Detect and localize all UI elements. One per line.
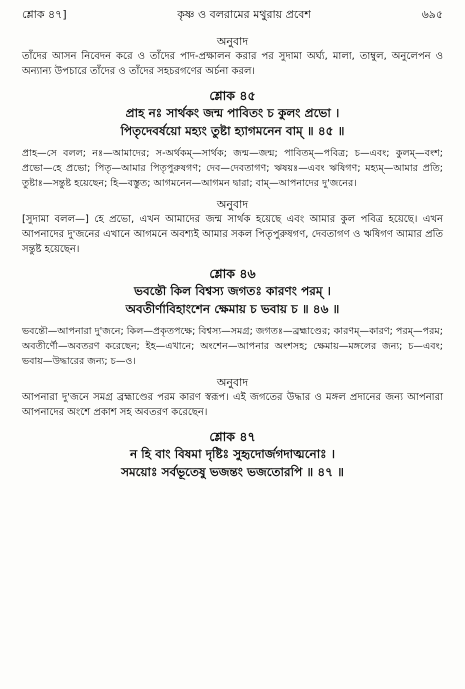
translation-text: [সুদামা বলল—] হে প্রভো, এখন আমাদের জন্ম সার্থক হয়েছে এবং আমার কুল পবিত্র হয়েছে। এখন আপনাদের দু'জনের এখানে আগমনে অবশ্যই আমার সকল পিতৃপুরুষগণ, দেবতাগণ ও ঋষিগণ আমার প্রতি সন্তুষ্ট হয়েছেন।	[22, 214, 443, 255]
verse-line: অবতীর্ণাবিহাংশেন ক্ষেমায় চ ভবায় চ ॥ ৪৬ ॥	[125, 302, 340, 316]
header-chapter-title: কৃষ্ণ ও বলরামের মথুরায় প্রবেশ	[177, 8, 311, 21]
verse-line: ভবন্তৌ কিল বিশ্বস্য জগতঃ কারণং পরম্ ।	[134, 284, 331, 298]
verse-line: প্রাহ নঃ সার্থকং জন্ম পাবিতং চ কুলং প্রভো ।	[125, 106, 340, 120]
running-header	[22, 6, 443, 28]
verse-line: সময়োঃ সর্বভূতেষু ভজন্তং ভজতোরপি ॥ ৪৭ ॥	[121, 465, 344, 479]
verse-line: ন হি বাং বিষমা দৃষ্টিঃ সুহৃদোর্জগদাত্মনোঃ ।	[129, 447, 336, 461]
verse-line: পিতৃদেবর্ষয়ো মহ্যং তুষ্টা হ্যাগমনেন বাম্ ॥ ৪৫ ॥	[120, 124, 345, 138]
page-number: ৬৯৫	[421, 8, 443, 21]
translation-text: তাঁদের আসন নিবেদন করে ও তাঁদের পাদ-প্রক্ষালন করার পর সুদামা অর্ঘ্য, মালা, তাম্বুল, অনুলেপন ও অন্যান্য উপচারে তাঁদের ও তাঁদের সহচরগণের অর্চনা করল।	[22, 51, 443, 77]
translation-heading: অনুবাদ	[216, 198, 249, 211]
word-for-word: ভবন্তৌ—আপনারা দু'জনে; কিল—প্রকৃতপক্ষে; বিশ্বস্য—সমগ্র; জগতঃ—ব্রহ্মাণ্ডের; কারণম্—কারণ; পরম্—পরম; অবতীর্ণৌ—অবতরণ করেছেন; ইহ—এখানে; অংশেন—আপনার অংশসহ; ক্ষেমায়—মঙ্গলের জন্য; চ—এবং; ভবায়—উদ্ধারের জন্য; চ—ও।	[22, 326, 443, 367]
translation-heading: অনুবাদ	[216, 376, 249, 389]
translation-heading: অনুবাদ	[216, 35, 249, 48]
translation-text: আপনারা দু'জনে সমগ্র ব্রহ্মাণ্ডের পরম কারণ স্বরূপ। এই জগতের উদ্ধার ও মঙ্গল প্রদানের জন্য আপনারা আপনাদের অংশে প্রকাশ সহ অবতরণ করেছেন।	[22, 392, 443, 418]
verse-number: শ্লোক ৪৫	[209, 88, 256, 103]
word-for-word: প্রাহ—সে বলল; নঃ—আমাদের; স-অর্থকম্—সার্থক; জন্ম—জন্ম; পাবিতম্—পবিত্র; চ—এবং; কুলম্—বংশ; প্রভো—হে প্রভো; পিতৃ—আমার পিতৃপুরুষগণ; দেব—দেবতাগণ; ঋষয়ঃ—এবং ঋষিগণ; মহ্যম্—আমার প্রতি; তুষ্টাঃ—সন্তুষ্ট হয়েছেন; হি—বস্তুত; আগমনেন—আগমন দ্বারা; বাম্—আপনাদের দু'জনের।	[22, 148, 443, 189]
verse-number: শ্লোক ৪৭	[209, 429, 256, 444]
header-verse-ref: শ্লোক ৪৭]	[22, 8, 67, 21]
verse-number: শ্লোক ৪৬	[209, 266, 256, 281]
